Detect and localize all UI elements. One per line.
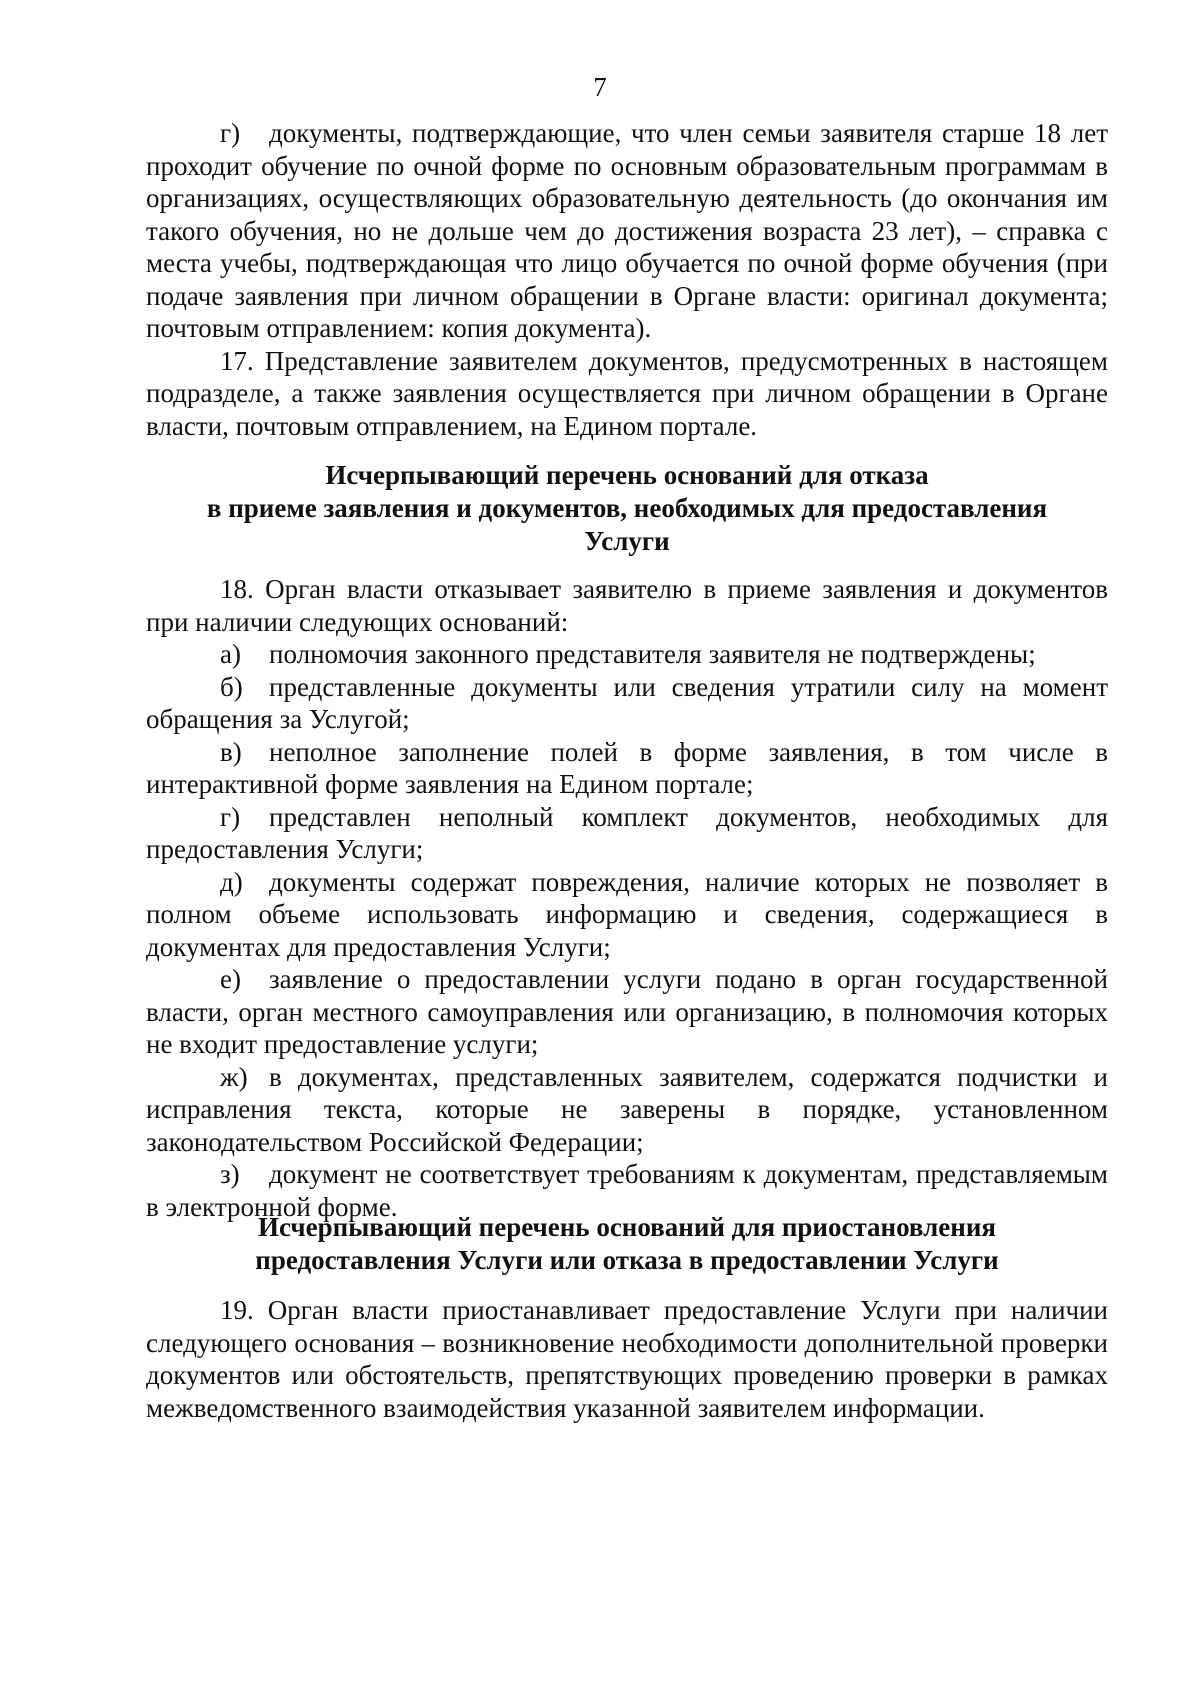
heading-line: Исчерпывающий перечень оснований для отказа (325, 460, 929, 490)
list-item (146, 1061, 1108, 1159)
block-section1 (146, 573, 1108, 1223)
paragraph-17: 17. Представление заявителем документов, предусмотренных в настоящем подразделе, а также заявления осуществляется при личном обращении в Органе власти, почтовым отправлением, на Едином портале. (146, 345, 1108, 441)
page-number: 7 (593, 72, 607, 102)
list-item (146, 671, 1108, 736)
list-item-text: в документах, представленных заявителем, содержатся подчистки и исправления текста, которые не заверены в порядке, установленном законодательством Российской Федерации; (146, 1061, 1108, 1157)
list-item (146, 866, 1108, 964)
block-top (146, 117, 1108, 442)
list-marker: д) (220, 866, 243, 897)
list-item-g (146, 117, 1108, 345)
list-marker: г) (220, 801, 241, 832)
section-heading-suspension (146, 1211, 1108, 1277)
section-heading-refusal-reception (146, 459, 1108, 558)
list-marker: в) (220, 736, 242, 767)
list-item-text: неполное заполнение полей в форме заявления, в том числе в интерактивной форме заявления на Едином портале; (146, 736, 1108, 799)
heading-line: предоставления Услуги или отказа в предоставлении Услуги (255, 1245, 999, 1275)
list-item-text: документ не соответствует требованиям к документам, представляемым в электронной форме. (146, 1159, 1108, 1222)
list-item-text: представлен неполный комплект документов, необходимых для предоставления Услуги; (146, 801, 1108, 864)
paragraph-19: 19. Орган власти приостанавливает предоставление Услуги при наличии следующего основания – возникновение необходимости дополнительной проверки документов или обстоятельств, препятствующих проведению проверки в рамках межведомственного взаимодействия указанной заявителем информации. (146, 1295, 1108, 1423)
paragraph-18: 18. Орган власти отказывает заявителю в приеме заявления и документов при наличии следующих оснований: (146, 574, 1108, 637)
heading-line: Исчерпывающий перечень оснований для приостановления (257, 1212, 997, 1242)
list-item (146, 801, 1108, 866)
list-item (146, 963, 1108, 1061)
list-marker: г) (220, 118, 241, 148)
list-item-text: документы содержат повреждения, наличие которых не позволяет в полном объеме использовать информацию и сведения, содержащиеся в документах для предоставления Услуги; (146, 866, 1108, 962)
list-item-text: полномочия законного представителя заявителя не подтверждены; (269, 639, 1036, 669)
list-marker: а) (220, 639, 241, 669)
list-item-text: представленные документы или сведения утратили силу на момент обращения за Услугой; (146, 671, 1108, 734)
list-marker: з) (220, 1159, 240, 1189)
heading-line: в приеме заявления и документов, необходимых для предоставления (206, 493, 1048, 523)
block-section2 (146, 1294, 1108, 1424)
list-marker: ж) (220, 1061, 248, 1092)
heading-line: Услуги (584, 526, 670, 556)
list-item-text: документы, подтверждающие, что член семьи заявителя старше 18 лет проходит обучение по очной форме по основным образовательным программам в организациях, осуществляющих образовательную деятельность (до окончания им такого обучения, но не дольше чем до достижения возраста 23 лет), – справка с места учебы, подтверждающая что лицо обучается по очной форме обучения (при подаче заявления при личном обращении в Органе власти: оригинал документа; почтовым отправлением: копия документа). (146, 118, 1108, 343)
list-marker: б) (220, 671, 243, 702)
list-item-text: заявление о предоставлении услуги подано в орган государственной власти, орган местного самоуправления или организацию, в полномочия которых не входит предоставление услуги; (146, 964, 1108, 1059)
list-item (146, 736, 1108, 801)
list-item (146, 638, 1108, 671)
list-marker: е) (220, 964, 241, 994)
